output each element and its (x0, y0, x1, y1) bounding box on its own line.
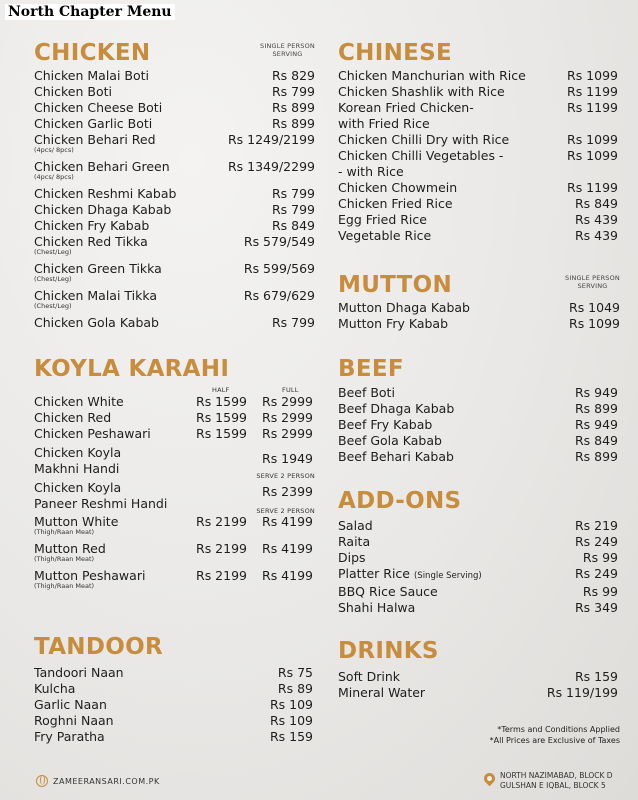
drinks-header (338, 636, 620, 666)
beef-title: BEEF (338, 356, 404, 382)
item-name-text: Chicken Malai Boti (34, 68, 149, 83)
item-name-text: Beef Dhaga Kabab (338, 401, 455, 416)
item-price: Rs 159 (269, 729, 313, 744)
list-item (34, 568, 317, 592)
item-name (34, 426, 151, 442)
list-item (34, 665, 317, 681)
half-price: Rs 2199 (196, 514, 247, 529)
item-price: Rs 799 (271, 84, 315, 99)
item-name-text: Chicken Fried Rice (338, 196, 453, 211)
list-item (338, 449, 620, 465)
item-name-text: Chicken White (34, 394, 124, 409)
full-price: Rs 4199 (262, 514, 313, 529)
item-name (338, 100, 474, 116)
item-price: Rs 1349/2299 (227, 159, 315, 174)
chinese-section (338, 38, 620, 244)
item-name-text: Beef Gola Kabab (338, 433, 442, 448)
item-price: Rs 75 (277, 665, 313, 680)
list-item (338, 685, 620, 701)
half-price: Rs 1599 (196, 426, 247, 441)
beef-section (338, 354, 620, 465)
item-name-text: Chicken Boti (34, 84, 112, 99)
item-price: Rs 1099 (567, 68, 618, 83)
item-name (34, 713, 114, 729)
list-item (338, 417, 620, 433)
half-price: Rs 2199 (196, 541, 247, 556)
item-name (34, 218, 149, 234)
item-name-text: Soft Drink (338, 669, 401, 684)
item-name (338, 385, 395, 401)
list-item (34, 186, 317, 202)
mutton-list (338, 300, 620, 332)
list-item (338, 132, 620, 148)
item-name-text: Chicken Behari Green (34, 159, 170, 174)
item-name (338, 180, 457, 196)
full-label: FULL (282, 386, 299, 394)
item-name (338, 68, 526, 84)
globe-icon (36, 775, 48, 787)
item-price: Rs 949 (574, 417, 618, 432)
item-name-text: Mutton Fry Kabab (338, 316, 449, 331)
item-name-text: Chicken Shashlik with Rice (338, 84, 505, 99)
item-name (338, 116, 430, 132)
item-name (34, 729, 105, 745)
item-name-text: with Fried Rice (338, 116, 430, 131)
item-name (338, 518, 373, 534)
tandoor-section (34, 632, 317, 745)
full-price: Rs 2999 (262, 394, 313, 409)
list-item (34, 234, 317, 258)
item-name-text: Chicken Manchurian with Rice (338, 68, 526, 83)
item-price: Rs 799 (271, 186, 315, 201)
item-name (34, 568, 145, 590)
list-item (34, 84, 317, 100)
item-name-text: Roghni Naan (34, 713, 114, 728)
list-item (34, 713, 317, 729)
item-name (338, 417, 432, 433)
item-name-text: Chicken Garlic Boti (34, 116, 153, 131)
item-price: Rs 439 (574, 212, 618, 227)
item-price: Rs 99 (582, 550, 618, 565)
half-label: HALF (212, 386, 230, 394)
list-item (338, 584, 620, 600)
item-price: Rs 109 (269, 697, 313, 712)
item-price: Rs 349 (574, 600, 618, 615)
item-name (338, 196, 453, 212)
item-price: Rs 1099 (567, 148, 618, 163)
mutton-header (338, 270, 620, 300)
list-item (34, 132, 317, 156)
list-item (338, 180, 620, 196)
addons-section (338, 486, 620, 616)
full-price: Rs 2999 (262, 426, 313, 441)
location-pin-icon (482, 771, 498, 787)
list-item (34, 541, 317, 565)
item-name (338, 550, 366, 566)
list-item (338, 316, 620, 332)
list-item (338, 669, 620, 685)
item-name (338, 228, 431, 244)
koyla-karahi-section (34, 354, 317, 595)
chinese-title: CHINESE (338, 40, 453, 66)
item-name-text: Salad (338, 518, 373, 533)
item-name-line: Chicken Koyla (34, 480, 122, 495)
item-name (34, 541, 106, 563)
item-name (338, 148, 503, 164)
half-price: Rs 1599 (196, 394, 247, 409)
item-name-text: Shahi Halwa (338, 600, 416, 615)
item-extra: (Single Serving) (413, 571, 482, 581)
item-name (34, 84, 112, 100)
item-name-text: Mutton Peshawari (34, 568, 146, 583)
item-price: Rs 159 (574, 669, 618, 684)
terms-line: *Terms and Conditions Applied (497, 725, 620, 734)
item-name-text: Mutton White (34, 514, 119, 529)
item-name (34, 665, 124, 681)
item-name (338, 132, 509, 148)
page-title: North Chapter Menu (5, 4, 175, 20)
list-item (34, 159, 317, 183)
item-name (34, 100, 162, 116)
list-item (34, 116, 317, 132)
list-item (338, 550, 620, 566)
item-price: Rs 829 (271, 68, 315, 83)
item-name (34, 68, 149, 84)
item-name-text: Chicken Gola Kabab (34, 315, 159, 330)
item-price: Rs 219 (574, 518, 618, 533)
list-item (34, 394, 317, 410)
item-name-text: - with Rice (338, 164, 404, 179)
address (484, 771, 613, 791)
list-item (338, 100, 620, 116)
list-item (34, 288, 317, 312)
beef-list (338, 385, 620, 465)
half-price: Rs 2199 (196, 568, 247, 583)
drinks-list (338, 669, 620, 701)
list-item (338, 148, 620, 164)
item-name (34, 514, 118, 536)
item-name (34, 261, 162, 283)
chinese-list (338, 68, 620, 244)
item-name (34, 480, 167, 512)
item-price: Rs 1249/2199 (227, 132, 315, 147)
item-sub: (Chest/Leg) (34, 275, 72, 283)
item-name-text: Mutton Red (34, 541, 106, 556)
item-name-text: Chicken Malai Tikka (34, 288, 158, 303)
item-name (34, 186, 176, 202)
address-line: GULSHAN E IQBAL, BLOCK 5 (500, 781, 606, 790)
item-price: Rs 1199 (567, 100, 618, 115)
item-name-text: Chicken Green Tikka (34, 261, 162, 276)
addons-header (338, 486, 620, 516)
item-name (338, 433, 442, 449)
item-price: Rs 949 (574, 385, 618, 400)
item-price: Rs 899 (574, 449, 618, 464)
list-item (338, 566, 620, 584)
item-price: Rs 849 (574, 433, 618, 448)
item-name-text: Egg Fried Rice (338, 212, 427, 227)
item-name-text: Beef Fry Kabab (338, 417, 433, 432)
item-name (338, 669, 400, 685)
item-sub: (Thigh/Raan Meat) (34, 555, 95, 563)
item-name-text: Vegetable Rice (338, 228, 432, 243)
website-link[interactable] (36, 775, 160, 787)
item-name (34, 681, 75, 697)
list-item (34, 218, 317, 234)
item-sub: (Thigh/Raan Meat) (34, 528, 95, 536)
item-sub: (Chest/Leg) (34, 248, 72, 256)
item-name-line: Chicken Koyla (34, 445, 122, 460)
item-name (34, 159, 170, 181)
list-item (34, 445, 317, 480)
left-column (34, 0, 317, 800)
item-price: Rs 119/199 (546, 685, 618, 700)
list-item (34, 202, 317, 218)
item-name-text: Chicken Dhaga Kabab (34, 202, 172, 217)
item-name (338, 566, 482, 584)
item-name (338, 316, 448, 332)
addons-list (338, 518, 620, 616)
note-line: SINGLE PERSON (565, 274, 620, 282)
chicken-serving-note (260, 42, 315, 58)
item-price: Rs 849 (574, 196, 618, 211)
item-name (34, 288, 157, 310)
item-name (34, 445, 121, 477)
item-price: Rs 899 (271, 116, 315, 131)
item-price: Rs 849 (271, 218, 315, 233)
item-price: Rs 579/549 (243, 234, 315, 249)
chicken-section (34, 38, 317, 331)
item-name-text: Chicken Reshmi Kabab (34, 186, 177, 201)
item-price: Rs 89 (277, 681, 313, 696)
item-price: Rs 1949 (262, 451, 313, 466)
item-name (34, 234, 148, 256)
chinese-header (338, 38, 620, 68)
note-line: SINGLE PERSON (260, 42, 315, 50)
terms-note (490, 724, 620, 746)
item-name-text: Chicken Red (34, 410, 112, 425)
item-price: Rs 109 (269, 713, 313, 728)
item-price: Rs 1049 (569, 300, 620, 315)
serve-note: SERVE 2 PERSON (256, 507, 315, 515)
list-item (34, 697, 317, 713)
item-name-text: Chicken Chilli Dry with Rice (338, 132, 510, 147)
list-item (338, 385, 620, 401)
item-price: Rs 1199 (567, 84, 618, 99)
item-name (34, 315, 159, 331)
item-name (34, 697, 107, 713)
item-price: Rs 249 (574, 534, 618, 549)
item-price: Rs 1099 (569, 316, 620, 331)
item-name-text: Chicken Peshawari (34, 426, 151, 441)
item-name-text: Chicken Cheese Boti (34, 100, 163, 115)
chicken-header (34, 38, 317, 68)
item-name-text: Dips (338, 550, 366, 565)
item-name-text: Raita (338, 534, 371, 549)
tandoor-list (34, 665, 317, 745)
item-price: Rs 599/569 (243, 261, 315, 276)
item-name (338, 84, 505, 100)
address-line: NORTH NAZIMABAD, BLOCK D (500, 771, 613, 780)
koyla-header (34, 354, 317, 384)
item-name-text: Chicken Chilli Vegetables - (338, 148, 504, 163)
item-name (338, 401, 454, 417)
tandoor-header (34, 632, 317, 662)
note-line: SERVING (272, 50, 303, 58)
list-item (34, 100, 317, 116)
list-item (338, 433, 620, 449)
item-price: Rs 899 (574, 401, 618, 416)
item-sub: (Thigh/Raan Meat) (34, 582, 95, 590)
item-price: Rs 1099 (567, 132, 618, 147)
item-name-text: Beef Behari Kabab (338, 449, 454, 464)
item-name-line: Makhni Handi (34, 461, 120, 476)
item-name-text: BBQ Rice Sauce (338, 584, 438, 599)
item-name-text: Chicken Chowmein (338, 180, 458, 195)
item-sub: (4pcs/ 8pcs) (34, 146, 74, 154)
item-name-line: Paneer Reshmi Handi (34, 496, 168, 511)
item-name-text: Korean Fried Chicken- (338, 100, 474, 115)
list-item (34, 681, 317, 697)
note-line: SERVING (577, 282, 608, 290)
item-name (338, 600, 415, 616)
item-name-text: Fry Paratha (34, 729, 105, 744)
list-item (34, 514, 317, 538)
list-item (338, 600, 620, 616)
item-sub: (4pcs/ 8pcs) (34, 173, 74, 181)
list-item (338, 401, 620, 417)
mutton-section (338, 270, 620, 332)
item-name (338, 212, 427, 228)
list-item (338, 534, 620, 550)
item-name-text: Kulcha (34, 681, 76, 696)
item-name (34, 202, 171, 218)
item-name (34, 116, 152, 132)
item-name-text: Mineral Water (338, 685, 426, 700)
item-name (34, 132, 156, 154)
item-name (338, 584, 438, 600)
item-price: Rs 1199 (567, 180, 618, 195)
mutton-serving-note (565, 274, 620, 290)
list-item (338, 228, 620, 244)
item-name-text: Mutton Dhaga Kabab (338, 300, 470, 315)
tandoor-title: TANDOOR (34, 634, 163, 660)
koyla-title: KOYLA KARAHI (34, 356, 230, 382)
list-item (34, 261, 317, 285)
item-name (338, 449, 454, 465)
list-item (338, 518, 620, 534)
item-price: Rs 99 (582, 584, 618, 599)
item-name (338, 685, 425, 701)
list-item (34, 426, 317, 442)
list-item (338, 212, 620, 228)
drinks-section (338, 636, 620, 701)
item-name-text: Tandoori Naan (34, 665, 124, 680)
item-name-text: Platter Rice (338, 566, 410, 581)
list-item (338, 196, 620, 212)
full-price: Rs 4199 (262, 541, 313, 556)
full-price: Rs 2999 (262, 410, 313, 425)
list-item (338, 164, 620, 180)
koyla-mutton-list (34, 514, 317, 592)
list-item (34, 410, 317, 426)
address-text (500, 771, 613, 791)
item-name-text: Chicken Fry Kabab (34, 218, 150, 233)
list-item (34, 480, 317, 515)
list-item (338, 300, 620, 316)
list-item (34, 729, 317, 745)
item-sub: (Chest/Leg) (34, 302, 72, 310)
chicken-list (34, 68, 317, 331)
addons-title: ADD-ONS (338, 488, 462, 514)
serve-note: SERVE 2 PERSON (256, 472, 315, 480)
item-name (338, 300, 470, 316)
item-price: Rs 249 (574, 566, 618, 581)
item-name (338, 534, 370, 550)
item-price: Rs 439 (574, 228, 618, 243)
item-price: Rs 899 (271, 100, 315, 115)
item-price: Rs 799 (271, 315, 315, 330)
item-price: Rs 2399 (262, 484, 313, 499)
list-item (34, 315, 317, 331)
right-column (338, 0, 620, 800)
koyla-list (34, 394, 317, 442)
mutton-title: MUTTON (338, 272, 453, 298)
full-price: Rs 4199 (262, 568, 313, 583)
website-text: ZAMEERANSARI.COM.PK (53, 776, 160, 786)
item-name-text: Chicken Behari Red (34, 132, 156, 147)
beef-header (338, 354, 620, 384)
list-item (338, 116, 620, 132)
chicken-title: CHICKEN (34, 40, 151, 66)
item-name (338, 164, 404, 180)
list-item (338, 68, 620, 84)
item-name-text: Chicken Red Tikka (34, 234, 148, 249)
item-price: Rs 679/629 (243, 288, 315, 303)
koyla-column-labels (34, 384, 317, 394)
list-item (34, 68, 317, 84)
item-price: Rs 799 (271, 202, 315, 217)
item-name (34, 394, 124, 410)
item-name (34, 410, 111, 426)
terms-line: *All Prices are Exclusive of Taxes (489, 736, 620, 745)
half-price: Rs 1599 (196, 410, 247, 425)
item-name-text: Beef Boti (338, 385, 395, 400)
item-name-text: Garlic Naan (34, 697, 107, 712)
drinks-title: DRINKS (338, 638, 439, 664)
list-item (338, 84, 620, 100)
